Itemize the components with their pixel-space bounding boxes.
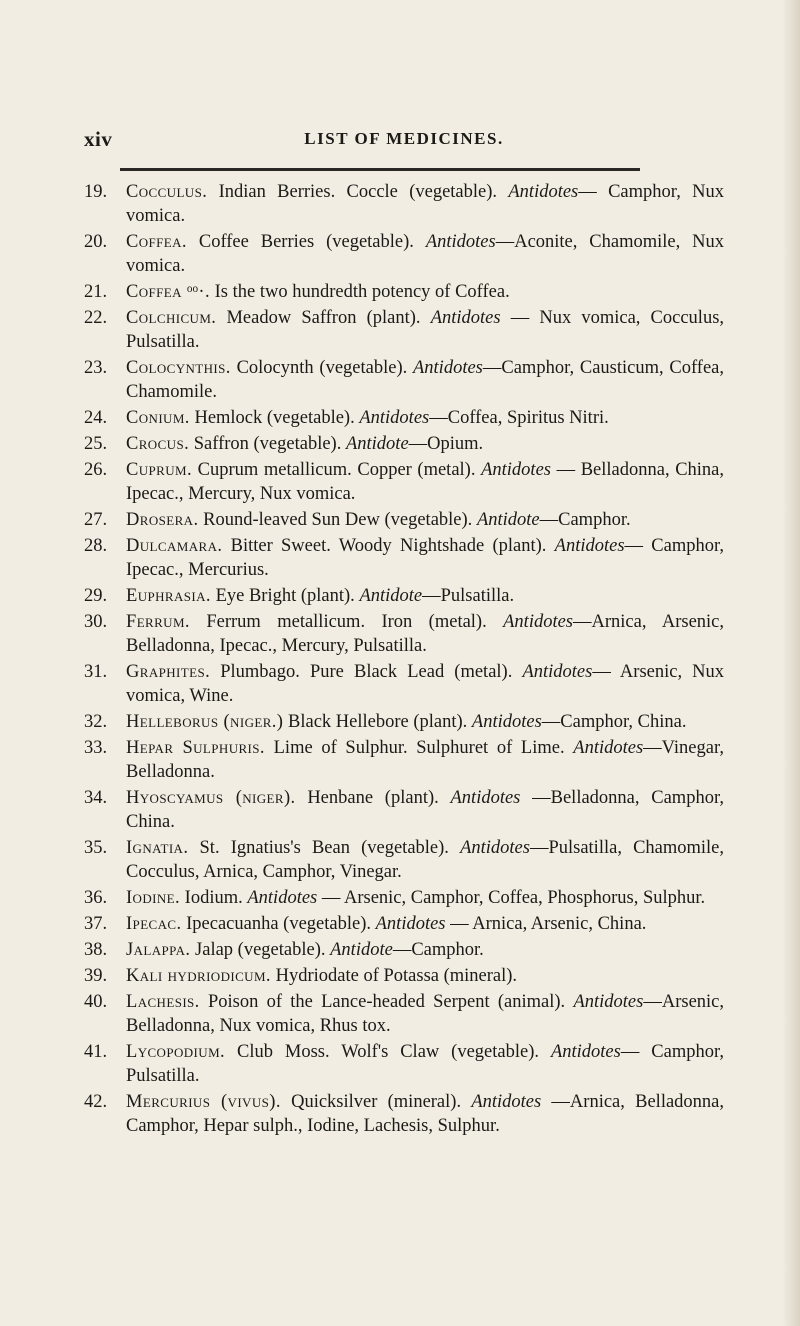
medicine-description: Club Moss. Wolf's Claw (vegetable). xyxy=(237,1042,540,1062)
medicine-description: Saffron (vegetable). xyxy=(193,434,342,454)
medicine-entry xyxy=(84,836,724,884)
medicine-description: Bitter Sweet. Woody Nightshade (plant). xyxy=(230,536,547,556)
antidotes-label: Antidotes xyxy=(375,914,446,934)
medicine-name: Coffea ᵒᵒ·. xyxy=(126,282,210,302)
medicine-description: Is the two hundredth potency of Coffea. xyxy=(214,282,510,302)
antidotes-label: Antidotes xyxy=(471,712,542,732)
medicine-entry xyxy=(84,786,724,834)
medicine-entry xyxy=(84,356,724,404)
medicine-name: Kali hydriodicum. xyxy=(126,966,271,986)
antidotes-list: — Arsenic, Camphor, Coffea, Phosphorus, Sulphur. xyxy=(317,888,706,908)
medicine-entry xyxy=(84,584,724,608)
antidotes-label: Antidotes xyxy=(412,358,483,378)
antidotes-list: —Camphor, China. xyxy=(541,712,687,732)
medicine-entry xyxy=(84,710,724,734)
medicine-name: Colchicum. xyxy=(126,308,217,328)
medicine-description: Eye Bright (plant). xyxy=(215,586,355,606)
medicine-name: Euphrasia. xyxy=(126,586,211,606)
medicine-name: Jalappa. xyxy=(126,940,191,960)
entry-number: 38. xyxy=(84,940,108,960)
medicine-description: Ferrum metallicum. Iron (metal). xyxy=(206,612,487,632)
medicine-description: Hydriodate of Potassa (mineral). xyxy=(275,966,518,986)
antidotes-label: Antidotes xyxy=(359,408,430,428)
antidotes-list: —Belladonna, Camphor, China. xyxy=(126,788,724,832)
entry-number: 23. xyxy=(84,358,108,378)
header-rule xyxy=(120,168,640,171)
entry-number: 33. xyxy=(84,738,108,758)
medicine-entry xyxy=(84,660,724,708)
medicine-entry xyxy=(84,534,724,582)
medicine-entry xyxy=(84,736,724,784)
antidotes-list: —Camphor, Causticum, Coffea, Chamomile. xyxy=(126,358,724,402)
antidotes-list: —Arnica, Belladonna, Camphor, Hepar sulph., Iodine, Lachesis, Sulphur. xyxy=(126,1092,725,1136)
medicine-entry xyxy=(84,458,724,506)
antidotes-label: Antidotes xyxy=(573,738,644,758)
medicine-entry xyxy=(84,886,724,910)
antidotes-label: Antidotes xyxy=(550,1042,621,1062)
antidotes-label: Antidotes xyxy=(471,1092,542,1112)
medicine-entry xyxy=(84,1090,724,1138)
entry-number: 41. xyxy=(84,1042,108,1062)
antidotes-list: —Opium. xyxy=(408,434,484,454)
antidotes-list: —Coffea, Spiritus Nitri. xyxy=(429,408,609,428)
antidotes-label: Antidote xyxy=(330,940,393,960)
medicine-description: Ipecacuanha (vegetable). xyxy=(186,914,371,934)
medicine-description: St. Ignatius's Bean (vegetable). xyxy=(199,838,449,858)
medicine-description: Round-leaved Sun Dew (vegetable). xyxy=(203,510,473,530)
antidotes-label: Antidotes xyxy=(247,888,318,908)
entry-number: 32. xyxy=(84,712,108,732)
running-title: LIST OF MEDICINES. xyxy=(304,129,504,148)
medicine-entry xyxy=(84,964,724,988)
medicine-name: Dulcamara. xyxy=(126,536,223,556)
medicine-entry xyxy=(84,610,724,658)
medicine-name: Lachesis. xyxy=(126,992,200,1012)
entry-number: 22. xyxy=(84,308,108,328)
medicine-description: Coffee Berries (vegetable). xyxy=(198,232,414,252)
antidotes-list: —Vinegar, Belladonna. xyxy=(126,738,725,782)
medicine-description: Henbane (plant). xyxy=(307,788,439,808)
medicine-description: Meadow Saffron (plant). xyxy=(226,308,421,328)
medicine-name: Iodine. xyxy=(126,888,181,908)
antidotes-label: Antidotes xyxy=(460,838,530,858)
medicine-entry xyxy=(84,990,724,1038)
medicine-description: Cuprum metallicum. Copper (metal). xyxy=(197,460,476,480)
entry-number: 28. xyxy=(84,536,108,556)
antidotes-list: — Arnica, Arsenic, China. xyxy=(445,914,647,934)
entry-number: 21. xyxy=(84,282,108,302)
medicine-entry xyxy=(84,406,724,430)
entry-number: 34. xyxy=(84,788,108,808)
antidotes-list: — Nux vomica, Cocculus, Pulsatilla. xyxy=(126,308,725,352)
antidotes-list: —Pulsatilla, Chamomile, Cocculus, Arnica, Camphor, Vinegar. xyxy=(126,838,725,882)
entry-number: 37. xyxy=(84,914,108,934)
medicine-entry xyxy=(84,432,724,456)
medicine-name: Ignatia. xyxy=(126,838,189,858)
entry-number: 40. xyxy=(84,992,108,1012)
antidotes-list: — Arsenic, Nux vomica, Wine. xyxy=(126,662,725,706)
entry-number: 36. xyxy=(84,888,108,908)
entry-number: 19. xyxy=(84,182,108,202)
medicine-description: Lime of Sulphur. Sulphuret of Lime. xyxy=(273,738,565,758)
medicine-entry xyxy=(84,280,724,304)
entry-number: 27. xyxy=(84,510,108,530)
antidotes-list: — Camphor, Pulsatilla. xyxy=(126,1042,725,1086)
medicine-name: Hyoscyamus (niger). xyxy=(126,788,296,808)
antidotes-list: —Aconite, Chamomile, Nux vomica. xyxy=(126,232,724,276)
page-header xyxy=(84,127,724,157)
antidotes-list: —Arsenic, Belladonna, Nux vomica, Rhus tox. xyxy=(126,992,725,1036)
medicine-description: Jalap (vegetable). xyxy=(195,940,326,960)
antidotes-label: Antidote xyxy=(359,586,423,606)
medicine-name: Cocculus. xyxy=(126,182,208,202)
entry-number: 29. xyxy=(84,586,108,606)
antidotes-list: — Belladonna, China, Ipecac., Mercury, Nux vomica. xyxy=(126,460,725,504)
entry-number: 20. xyxy=(84,232,108,252)
antidotes-list: —Camphor. xyxy=(539,510,631,530)
antidotes-list: —Pulsatilla. xyxy=(422,586,515,606)
antidotes-label: Antidote xyxy=(345,434,409,454)
medicine-name: Conium. xyxy=(126,408,190,428)
medicine-name: Drosera. xyxy=(126,510,199,530)
medicine-description: Indian Berries. Coccle (vegetable). xyxy=(218,182,498,202)
medicine-list xyxy=(84,180,724,1140)
medicine-entry xyxy=(84,230,724,278)
antidotes-list: —Camphor. xyxy=(392,940,484,960)
medicine-entry xyxy=(84,1040,724,1088)
entry-number: 24. xyxy=(84,408,108,428)
entry-number: 31. xyxy=(84,662,108,682)
medicine-entry xyxy=(84,508,724,532)
antidotes-list: — Camphor, Ipecac., Mercurius. xyxy=(126,536,725,580)
medicine-name: Crocus. xyxy=(126,434,190,454)
antidotes-list: —Arnica, Arsenic, Belladonna, Ipecac., Mercury, Pulsatilla. xyxy=(126,612,725,656)
antidotes-list: — Camphor, Nux vomica. xyxy=(126,182,725,226)
medicine-description: Colocynth (vegetable). xyxy=(236,358,408,378)
medicine-description: Black Hellebore (plant). xyxy=(288,712,468,732)
antidotes-label: Antidotes xyxy=(430,308,501,328)
medicine-name: Mercurius (vivus). xyxy=(126,1092,281,1112)
entry-number: 25. xyxy=(84,434,108,454)
scan-edge-shadow xyxy=(782,0,800,1326)
entry-number: 30. xyxy=(84,612,108,632)
medicine-name: Ipecac. xyxy=(126,914,182,934)
medicine-entry xyxy=(84,938,724,962)
antidotes-label: Antidotes xyxy=(508,182,579,202)
medicine-name: Coffea. xyxy=(126,232,187,252)
medicine-description: Plumbago. Pure Black Lead (metal). xyxy=(220,662,513,682)
antidotes-label: Antidotes xyxy=(522,662,593,682)
antidotes-label: Antidotes xyxy=(503,612,574,632)
medicine-name: Lycopodium. xyxy=(126,1042,226,1062)
medicine-entry xyxy=(84,180,724,228)
medicine-description: Quicksilver (mineral). xyxy=(291,1092,462,1112)
medicine-name: Ferrum. xyxy=(126,612,190,632)
antidotes-label: Antidotes xyxy=(450,788,521,808)
entry-number: 35. xyxy=(84,838,108,858)
medicine-entry xyxy=(84,912,724,936)
antidotes-label: Antidotes xyxy=(573,992,644,1012)
antidotes-label: Antidotes xyxy=(554,536,625,556)
antidotes-label: Antidotes xyxy=(481,460,551,480)
medicine-name: Colocynthis. xyxy=(126,358,231,378)
medicine-name: Helleborus (niger.) xyxy=(126,712,284,732)
antidotes-label: Antidote xyxy=(476,510,540,530)
medicine-description: Hemlock (vegetable). xyxy=(194,408,355,428)
medicine-name: Cuprum. xyxy=(126,460,193,480)
page-number: xiv xyxy=(84,127,113,151)
medicine-name: Graphites. xyxy=(126,662,211,682)
medicine-name: Hepar Sulphuris. xyxy=(126,738,265,758)
medicine-description: Poison of the Lance-headed Serpent (animal). xyxy=(207,992,566,1012)
entry-number: 26. xyxy=(84,460,108,480)
medicine-description: Iodium. xyxy=(184,888,243,908)
entry-number: 42. xyxy=(84,1092,108,1112)
antidotes-label: Antidotes xyxy=(425,232,496,252)
entry-number: 39. xyxy=(84,966,108,986)
medicine-entry xyxy=(84,306,724,354)
